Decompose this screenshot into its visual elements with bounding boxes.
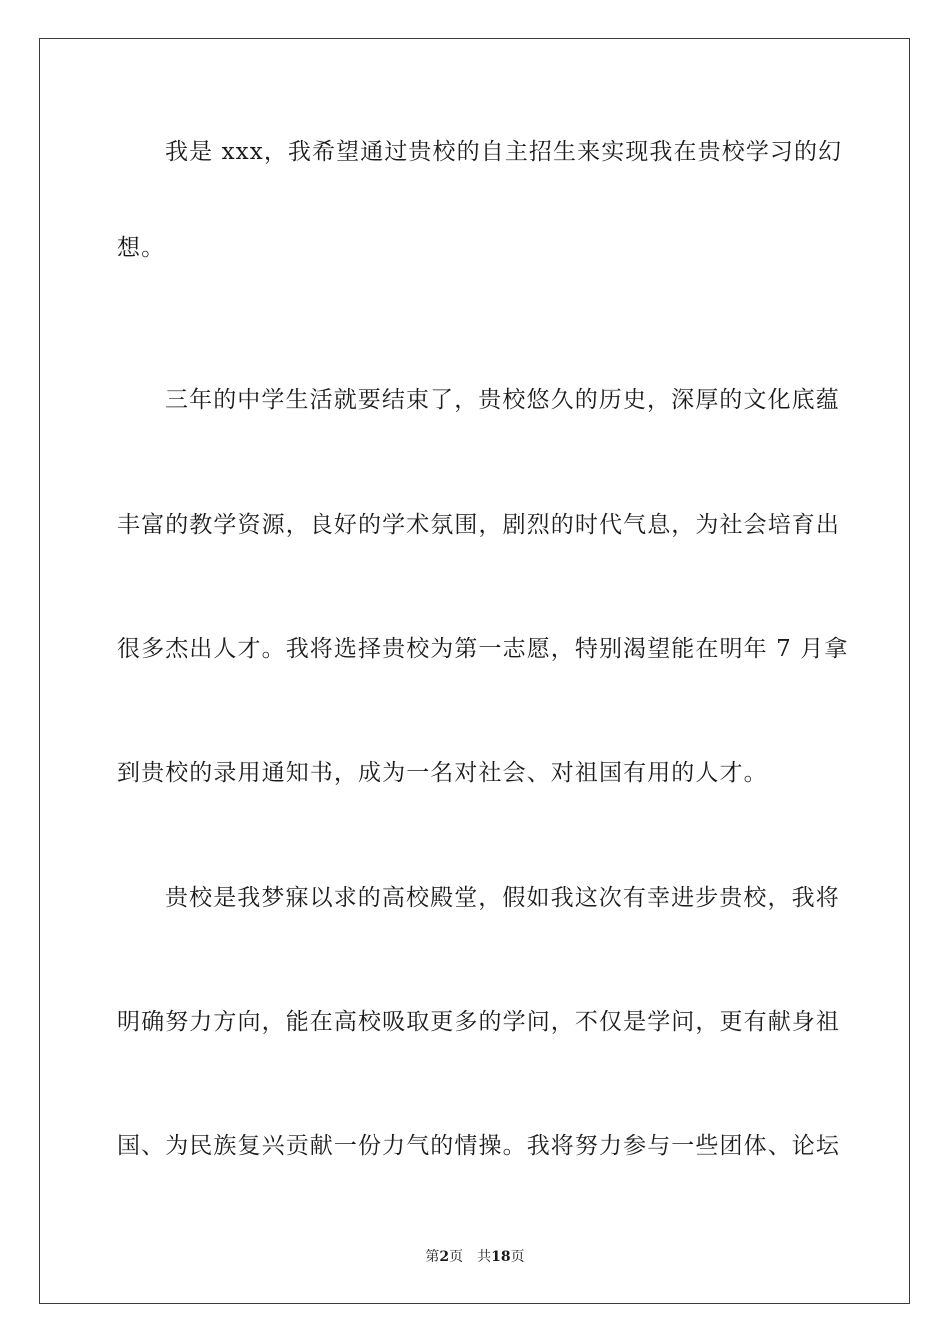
total-pages: 18 [491, 1249, 511, 1265]
body-line: 国、为民族复兴贡献一份力气的情操。我将努力参与一些团体、论坛 [117, 1133, 840, 1159]
body-line: 贵校是我梦寐以求的高校殿堂，假如我这次有幸进步贵校，我将 [165, 885, 840, 911]
body-line: 到贵校的录用通知书，成为一名对社会、对祖国有用的人才。 [117, 760, 768, 786]
body-line: 明确努力方向，能在高校吸取更多的学问，不仅是学问，更有献身祖 [117, 1009, 840, 1035]
body-line: 很多杰出人才。我将选择贵校为第一志愿，特别渴望能在明年 7 月拿 [117, 636, 849, 662]
body-line: 丰富的教学资源，良好的学术氛围，剧烈的时代气息，为社会培育出 [117, 512, 840, 538]
page-footer [0, 1246, 950, 1266]
body-line: 想。 [117, 235, 166, 261]
body-line: 三年的中学生活就要结束了，贵校悠久的历史，深厚的文化底蕴 [165, 387, 840, 413]
page-number: 2 [439, 1249, 450, 1265]
total-label-suffix: 页 [510, 1249, 525, 1265]
page-border [39, 38, 910, 1304]
page-label-suffix: 页 [449, 1249, 464, 1265]
body-line: 我是 xxx，我希望通过贵校的自主招生来实现我在贵校学习的幻 [165, 139, 843, 165]
total-label-prefix: 共 [477, 1249, 492, 1265]
page-label-prefix: 第 [425, 1249, 440, 1265]
